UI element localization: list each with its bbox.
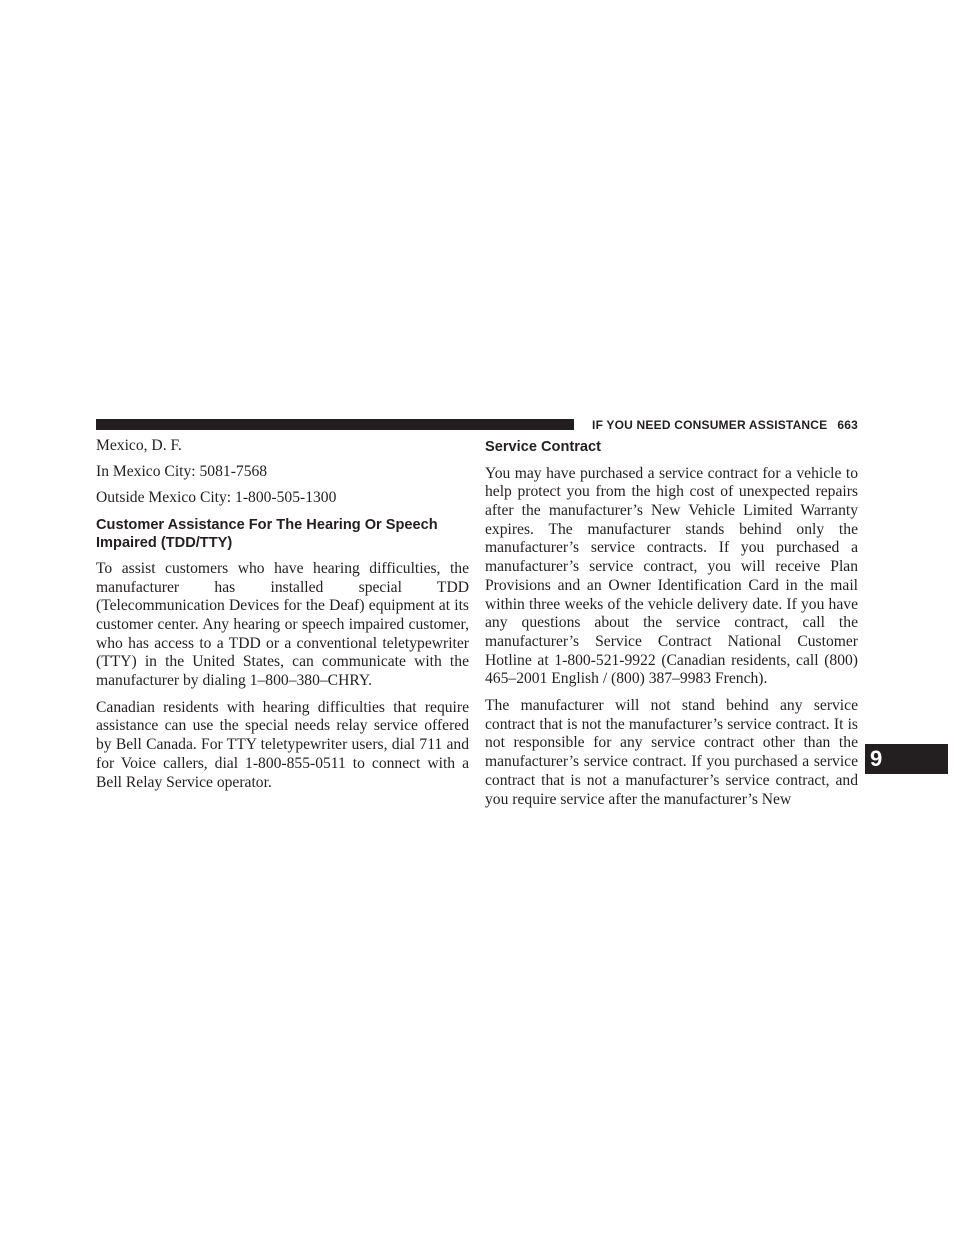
header-rule	[96, 419, 574, 430]
right-column	[485, 437, 858, 817]
paragraph-non-manufacturer-contract: The manufacturer will not stand behind any service contract that is not the manufacturer’s service contract. It is not responsible for any service contract other than the manufacturer’s service contract. If you purchased a service contract that is not a manufacturer’s service contract, and you require service after the manufacturer’s New	[485, 697, 858, 808]
phone-line-mexico-city: In Mexico City: 5081-7568	[96, 463, 268, 481]
paragraph-tdd-assistance: To assist customers who have hearing difficulties, the manufacturer has installed special TDD (Telecommunication Devices for the Deaf) equipment at its customer center. Any hearing or speech impaired customer, who has access to a TDD or a conventional teletypewriter (TTY) in the United States, can communicate with the manufacturer by dialing 1–800–380–CHRY.	[96, 559, 469, 690]
left-column	[96, 437, 469, 800]
phone-line-outside-mexico-city: Outside Mexico City: 1-800-505-1300	[96, 489, 337, 507]
section-heading-service-contract: Service Contract	[485, 439, 601, 455]
section-title: IF YOU NEED CONSUMER ASSISTANCE	[592, 418, 828, 432]
section-heading-tdd-tty: Customer Assistance For The Hearing Or Speech Impaired (TDD/TTY)	[96, 516, 438, 552]
address-line: Mexico, D. F.	[96, 437, 182, 454]
paragraph-canada-relay: Canadian residents with hearing difficulties that require assistance can use the special needs relay service offered by Bell Canada. For TTY teletypewriter users, dial 711 and for Voice callers, dial 1-800-855-0511 to connect with a Bell Relay Service operator.	[96, 698, 469, 791]
chapter-tab: 9	[865, 744, 948, 774]
running-head	[592, 417, 858, 433]
paragraph-service-contract: You may have purchased a service contract for a vehicle to help protect you from the high cost of unexpected repairs after the manufacturer’s New Vehicle Limited Warranty expires. The manufacturer stands behind only the manufacturer’s service contracts. If you purchased a manufacturer’s service contract, you will receive Plan Provisions and an Owner Identification Card in the mail within three weeks of the vehicle delivery date. If you have any questions about the service contract, call the manufacturer’s Service Contract National Customer Hotline at 1-800-521-9922 (Canadian residents, call (800) 465–2001 English / (800) 387–9983 French).	[485, 464, 858, 688]
page-number: 663	[837, 418, 858, 432]
